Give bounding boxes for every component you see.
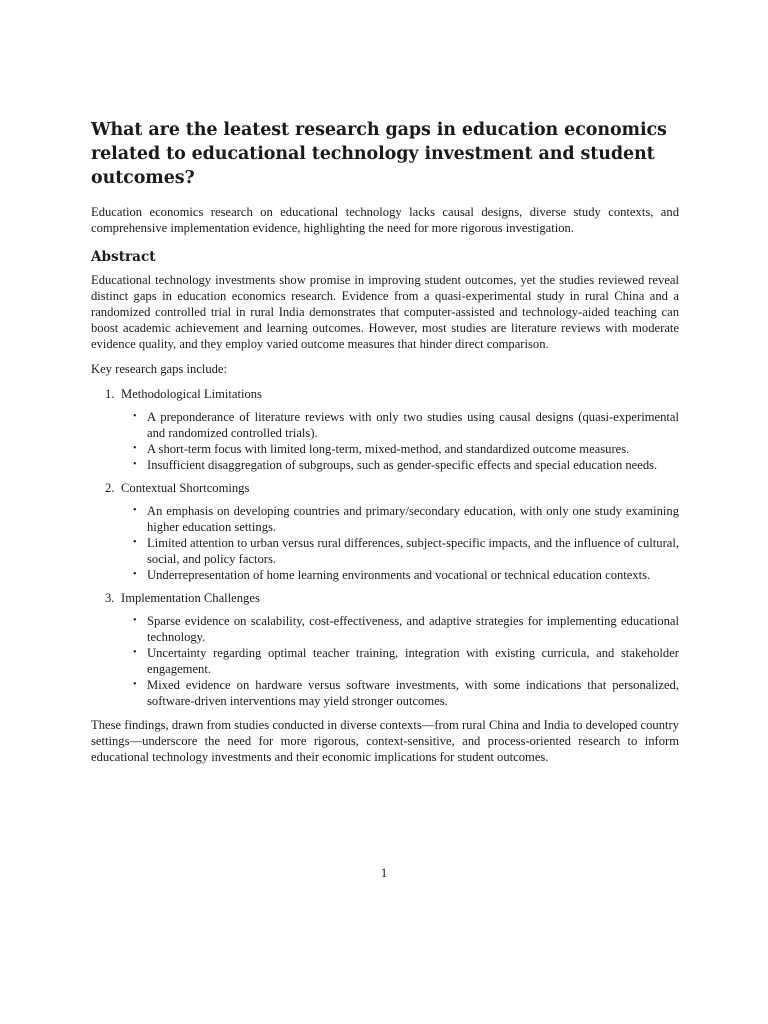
bullet-icon: • <box>133 537 137 548</box>
bullet-item <box>133 535 679 567</box>
gap-bullets <box>91 503 679 583</box>
document-page <box>91 118 679 765</box>
bullet-icon: • <box>133 459 137 470</box>
bullet-item <box>133 567 679 583</box>
bullet-icon: • <box>133 615 137 626</box>
bullet-item <box>133 677 679 709</box>
bullet-item <box>133 613 679 645</box>
bullet-item <box>133 645 679 677</box>
bullet-icon: • <box>133 679 137 690</box>
gap-number: 3. <box>105 591 115 605</box>
bullet-icon: • <box>133 411 137 422</box>
gap-heading: Implementation Challenges <box>121 591 260 605</box>
conclusion-paragraph: These findings, drawn from studies conducted in diverse contexts—from rural China and India to developed country settings—underscore the need for more rigorous, context-sensitive, and process-oriented research to inform educational technology investments and their economic implications for student outcomes. <box>91 718 679 764</box>
gap-item-methodological <box>91 386 679 473</box>
page-number: 1 <box>380 866 388 880</box>
bullet-icon: • <box>133 569 137 580</box>
bullet-text: Sparse evidence on scalability, cost-effectiveness, and adaptive strategies for implementing educational technology. <box>147 614 679 644</box>
bullet-text: An emphasis on developing countries and primary/secondary education, with only one study examining higher education settings. <box>147 504 679 534</box>
bullet-item <box>133 503 679 535</box>
document-title: What are the leatest research gaps in education economics related to educational technology investment and student outcomes? <box>91 120 667 188</box>
bullet-text: Underrepresentation of home learning environments and vocational or technical education contexts. <box>147 568 651 582</box>
gap-number: 1. <box>105 387 115 401</box>
gap-item-contextual <box>91 480 679 583</box>
bullet-item <box>133 409 679 441</box>
bullet-item <box>133 457 679 473</box>
gap-bullets <box>91 409 679 473</box>
bullet-icon: • <box>133 505 137 516</box>
bullet-icon: • <box>133 443 137 454</box>
bullet-text: A preponderance of literature reviews with only two studies using causal designs (quasi-experimental and randomized controlled trials). <box>147 410 679 440</box>
bullet-text: Limited attention to urban versus rural differences, subject-specific impacts, and the influence of cultural, social, and policy factors. <box>147 536 680 566</box>
bullet-item <box>133 441 679 457</box>
gap-number: 2. <box>105 481 115 495</box>
bullet-text: A short-term focus with limited long-term, mixed-method, and standardized outcome measures. <box>147 442 630 456</box>
gap-heading: Methodological Limitations <box>121 387 262 401</box>
abstract-paragraph: Educational technology investments show promise in improving student outcomes, yet the studies reviewed reveal distinct gaps in education economics research. Evidence from a quasi-experimental study in rural China and a randomized controlled trial in rural India demonstrates that computer-assisted and technology-aided teaching can boost academic achievement and learning outcomes. However, most studies are literature reviews with moderate evidence quality, and they employ varied outcome measures that hinder direct comparison. <box>91 273 679 351</box>
gaps-intro: Key research gaps include: <box>91 362 228 376</box>
bullet-text: Uncertainty regarding optimal teacher training, integration with existing curricula, and stakeholder engagement. <box>147 646 679 676</box>
research-gaps-list <box>91 386 679 709</box>
bullet-text: Insufficient disaggregation of subgroups, such as gender-specific effects and special education needs. <box>147 458 658 472</box>
document-summary: Education economics research on educational technology lacks causal designs, diverse study contexts, and comprehensive implementation evidence, highlighting the need for more rigorous investigation. <box>91 205 679 235</box>
bullet-text: Mixed evidence on hardware versus software investments, with some indications that personalized, software-driven interventions may yield stronger outcomes. <box>147 678 679 708</box>
bullet-icon: • <box>133 647 137 658</box>
gap-heading: Contextual Shortcomings <box>121 481 250 495</box>
gap-item-implementation <box>91 590 679 709</box>
gap-bullets <box>91 613 679 709</box>
abstract-heading: Abstract <box>91 249 156 265</box>
